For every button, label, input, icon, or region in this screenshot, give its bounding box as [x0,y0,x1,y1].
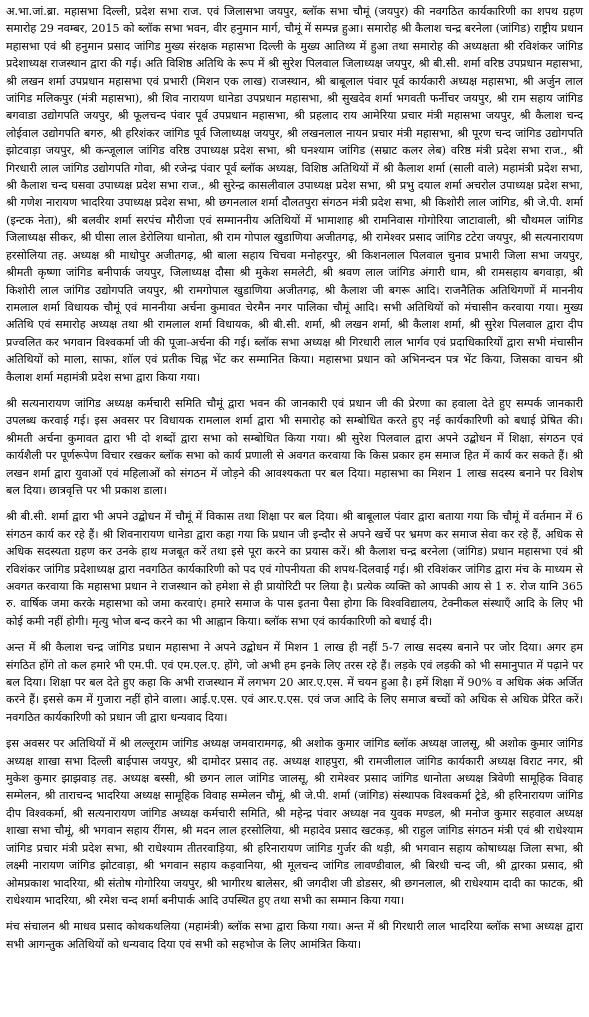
article-paragraph-2: श्री सत्यनारायण जांगिड अध्यक्ष कर्मचारी समिति चौमूं द्वारा भवन की जानकारी एवं प्रधान जी की प्रेरणा का हवाला देते हुए सम्पर्क जानकारी उपलब्ध करवाई गई। इस अवसर पर विधायक रामलाल शर्मा द्वारा भी समारोह को सम्बोधित करते हुए नई कार्यकारिणी को बधाई प्रेषित की। श्रीमती अर्चना कुमावत द्वारा भी दो शब्दों द्वारा सभा को सम्बोधित किया गया। श्री सुरेश पिलवाल द्वारा अपने उद्बोधन में शिक्षा, संगठन एवं कार्यशैली पर पूर्णरूपेण विचार रखकर ब्लॉक सभा को कार्य प्रणाली से अवगत करवाया कि किस प्रकार हम समाज हित में कार्य कर सकते हैं। श्री लखन शर्मा द्वारा युवाओं एवं महिलाओं को संगठन में जोड़ने की आवश्यकता पर बल दिया। महासभा का मिशन 1 लाख सदस्य बनाने पर विशेष बल दिया। छात्रवृत्ति पर भी प्रकाश डाला। [6,396,583,497]
article-paragraph-3: श्री बी.सी. शर्मा द्वारा भी अपने उद्बोधन में चौमूं में विकास तथा शिक्षा पर बल दिया। श्री बाबूलाल पंवार द्वारा बताया गया कि चौमूं में वर्तमान में 6 संगठन कार्य कर रहे हैं। श्री शिवनारायण धानेडा द्वारा कहा गया कि प्रधान जी इन्दौर से अपने खर्चे पर भ्रमण कर समाज सेवा कर रहे हैं, अधिक से अधिक सदस्यता ग्रहण कर उनके हाथ मजबूत करें तथा इसे पूरा करने का प्रयास करें। श्री कैलाश चन्द्र बरनेला (जांगिड) प्रधान महासभा एवं श्री रविशंकर जांगिड प्रदेशाध्यक्ष द्वारा नवगठित कार्यकारिणी को पद एवं गोपनीयता की शपथ-दिलवाई गई। श्री रविशंकर जांगिड द्वारा मंच के माध्यम से अवगत करवाया कि महासभा प्रधान ने राजस्थान को हमेशा से ही प्रायोरिटी पर लिया है। प्रत्येक व्यक्ति को आपकी आय से 1 रु. रोज यानि 365 रु. वार्षिक जमा करके महासभा को जमा करवाएं। हमारे समाज के पास इतना पैसा होगा कि विश्वविद्यालय, टेक्नीकल संस्थाएँ आदि के लिए भी कोई कमी नहीं होगी। मृत्यु भोज बन्द करने का भी आह्वान किया। ब्लॉक सभा एवं कार्यकारिणी को बधाई दी। [6,510,583,628]
article-paragraph-4: अन्त में श्री कैलाश चन्द्र जांगिड प्रधान महासभा ने अपने उद्बोधन में मिशन 1 लाख ही नहीं 5-7 लाख सदस्य बनाने पर जोर दिया। अगर हम संगठित होंगे तो कल हमारे भी एम.पी. एवं एम.एल.ए. होंगे, जो अभी हम इनके लिए तरस रहे हैं। लड़के एवं लड़की को भी समानुपात में पढ़ाने पर बल दिया। शिक्षा पर बल देते हुए कहा कि अभी राजस्थान में लगभग 20 आर.ए.एस. में चयन हुआ है। हमें शिक्षा में 90% व अधिक अंक अर्जित करने हैं। इससे कम में गुजारा नहीं होने वाला। आई.ए.एस. एवं आर.ए.एस. एवं जज आदि के लिए समाज बच्चों को अधिक से अधिक प्रेरित करें। नवगठित कार्यकारिणी को प्रधान जी द्वारा धन्यवाद दिया। [6,641,583,724]
article-paragraph-5: इस अवसर पर अतिथियों में श्री लल्लूराम जांगिड अध्यक्ष जमवारामगढ़, श्री अशोक कुमार जांगिड ब्लॉक अध्यक्ष जालसू, श्री अशोक कुमार जांगिड अध्यक्ष शाखा सभा दिल्ली बाईपास जयपुर, श्री दामोदर प्रसाद तह. अध्यक्ष शाहपुरा, श्री रामजीलाल जांगिड कार्यकारी अध्यक्ष विराट नगर, श्री मुकेश कुमार झाझवाड़ तह. अध्यक्ष बस्सी, श्री छगन लाल जांगिड जालसू, श्री रामेश्वर प्रसाद जांगिड धानोता अध्यक्ष त्रिवेणी सामूहिक विवाह सम्मेलन, श्री ताराचन्द भादरिया अध्यक्ष सामूहिक विवाह सम्मेलन चौमूं, श्री जे.पी. शर्मा (जांगिड) संस्थापक विश्वकर्मा ट्रेडे, श्री हरिनारायण जांगिड दीप विश्वकर्मा, श्री सत्यनारायण जांगिड अध्यक्ष कर्मचारी समिति, श्री महेन्द्र पंवार अध्यक्ष नव युवक मण्डल, श्री मनोज कुमार सहवाल अध्यक्ष शाखा सभा चौमूं, श्री भगवान सहाय रींगस, श्री मदन लाल हरसोलिया, श्री महादेव प्रसाद खटकड़, श्री राहुल जांगिड संगठन मंत्री एवं श्री राधेश्याम जांगिड प्रचार मंत्री प्रदेश सभा, श्री राधेश्याम तीतरवाड़िया, श्री हरिनारायण जांगिड गुर्जर की थड़ी, श्री भगवान सहाय कोषाध्यक्ष जिला सभा, श्री लक्ष्मी नारायण जांगिड झोटवाड़ा, श्री भगवान सहाय कड़वानिया, श्री मूलचन्द जांगिड लावण्डीवाल, श्री बिरधी चन्द जी, श्री द्वारका प्रसाद, श्री ओमप्रकाश भादरिया, श्री संतोष गोगोरिया जयपुर, श्री भागीरथ बालेसर, श्री जगदीश जी डोडसर, श्री छगनलाल, श्री राधेश्याम दादी का फाटक, श्री राधेश्याम भादरिया, श्री रमेश चन्द शर्मा बनीपार्क आदि उपस्थित हुए तथा सभी का सम्मान किया गया। [6,737,583,907]
article-paragraph-6: मंच संचालन श्री माधव प्रसाद कोथकथलिया (महामंत्री) ब्लॉक सभा द्वारा किया गया। अन्त में श्री गिरधारी लाल भादरिया ब्लॉक सभा अध्यक्ष द्वारा सभी आगन्तुक अतिथियों को धन्यवाद दिया एवं सभी को सहभोज के लिए आमंत्रित किया। [6,920,583,951]
article-paragraph-1: अ.भा.जां.ब्रा. महासभा दिल्ली, प्रदेश सभा राज. एवं जिलासभा जयपुर, ब्लॉक सभा चौमूं (जयपुर) की नवगठित कार्यकारिणी का शपथ ग्रहण समारोह 29 नवम्बर, 2015 को ब्लॉक सभा भवन, वीर हनुमान मार्ग, चौमूं में सम्पन्न हुआ। समारोह श्री कैलाश चन्द्र बरनेला (जांगिड) राष्ट्रीय प्रधान महासभा एवं श्री हनुमान प्रसाद जांगिड मुख्य संरक्षक महासभा दिल्ली के मुख्य आतिथ्य में हुआ तथा समारोह की अध्यक्षता श्री रविशंकर जांगिड प्रदेशाध्यक्ष राजस्थान द्वारा की गई। अति विशिष्ठ अतिथि के रूप में श्री सुरेश पिलवाल जिलाध्यक्ष जयपुर, श्री बी.सी. शर्मा वरिष्ठ उपप्रधान महासभा, श्री लखन शर्मा उपप्रधान महासभा एवं प्रभारी (मिशन एक लाख) राजस्थान, श्री बाबूलाल पंवार पूर्व कार्यकारी अध्यक्ष महासभा, श्री अर्जुन लाल जांगिड मलिकपुर (मंत्री महासभा), श्री शिव नारायण धानेडा उपप्रधान महासभा, श्री सुखदेव शर्मा भगवती फर्नीचर जयपुर, श्री राम सहाय जांगिड बगवाडा उद्योगपति जयपुर, श्री फूलचन्द पंवार पूर्व उपप्रधान महासभा, श्री प्रहलाद राय आमेरिया प्रचार मंत्री महासभा जयपुर, श्री कैलाश चन्द लोईवाल उद्योगपति बगरु, श्री हरिशंकर जांगिड पूर्व जिलाध्यक्ष जयपुर, श्री लखनलाल नायन प्रचार मंत्री महासभा, श्री पूरण चन्द जांगिड उद्योगपति झोटवाड़ा जयपुर, श्री कन्जूलाल जांगिड वरिष्ठ उपाध्यक्ष प्रदेश सभा, श्री घनश्याम जांगिड (सम्राट कलर लेब) वरिष्ठ मंत्री प्रदेश सभा राज., श्री गिरधारी लाल जांगिड उद्योगपति गोवा, श्री रजेन्द्र पंवार पूर्व ब्लॉक अध्यक्ष, विशिष्ठ अतिथियों में श्री कैलाश शर्मा (साली वाले) महामंत्री प्रदेश सभा, श्री कैलाश चन्द घसवा उपाध्यक्ष प्रदेश सभा राज., श्री सुरेन्द्र कासलीवाल उपाध्यक्ष प्रदेश सभा, श्री प्रभु दयाल शर्मा अचरोल उपाध्यक्ष प्रदेश सभा, श्री गणेश नारायण भादरिया उपाध्यक्ष प्रदेश सभा, श्री छगनलाल शर्मा दौलतपुरा संगठन मंत्री प्रदेश सभा, श्री किशोरी लाल जांगिड, श्री जे.पी. शर्मा (इन्टक नेता), श्री बलवीर शर्मा सरपंच मौरीजा एवं सम्माननीय अतिथियों में भामाशाह श्री रामनिवास गोगोरिया जाटावाली, श्री चौथमल जांगिड जिलाध्यक्ष सीकर, श्री घीसा लाल डेरोलिया धानोता, श्री राम गोपाल खुडाणिया अजीतगढ़, श्री रामेश्वर प्रसाद जांगिड टटेरा जयपुर, श्री सत्यनारायण हरसोलिया तह. अध्यक्ष श्री माधोपुर अजीतगढ़, श्री बाला सहाय चिचवा मनोहरपुर, श्री किशनलाल पिलवाल चुनाव प्रभारी जिला सभा जयपुर, श्रीमती कृष्णा जांगिड बनीपार्क जयपुर, जिलाध्यक्ष दौसा श्री मुकेश समलेटी, श्री श्रवण लाल जांगिड अंगारी धाम, श्री रामसहाय बगवाड़ा, श्री किशोरी लाल जांगिड उद्योगपति जयपुर, श्री रामगोपाल खुडाणिया अजीतगढ़, श्री कैलाश जी बगरू आदि। राजनैतिक अतिथिगणों में माननीय रामलाल शर्मा विधायक चौमूं एवं माननीया अर्चना कुमावत चेरमैन नगर पालिका चौमूं आदि। सभी अतिथियों को मंचासीन करवाया गया। मुख्य अतिथि एवं समारोह अध्यक्ष तथा श्री रामलाल शर्मा विधायक, श्री बी.सी. शर्मा, श्री लखन शर्मा, श्री कैलाश शर्मा, श्री सुरेश पिलवाल द्वारा दीप प्रज्वलित कर भगवान विश्वकर्मा जी की पूजा-अर्चना की गई। ब्लॉक सभा अध्यक्ष श्री गिरधारी लाल भार्गव एवं प्रदाधिकारियों द्वारा सभी मंचासीन अतिथियों को माला, साफा, शॉल एवं प्रतीक चिह्न भेंट कर सम्मानित किया। महासभा प्रधान को अभिनन्दन पत्र भेंट किया, जिसका वाचन श्री कैलाश शर्मा महामंत्री प्रदेश सभा द्वारा किया गया। [6,5,583,384]
